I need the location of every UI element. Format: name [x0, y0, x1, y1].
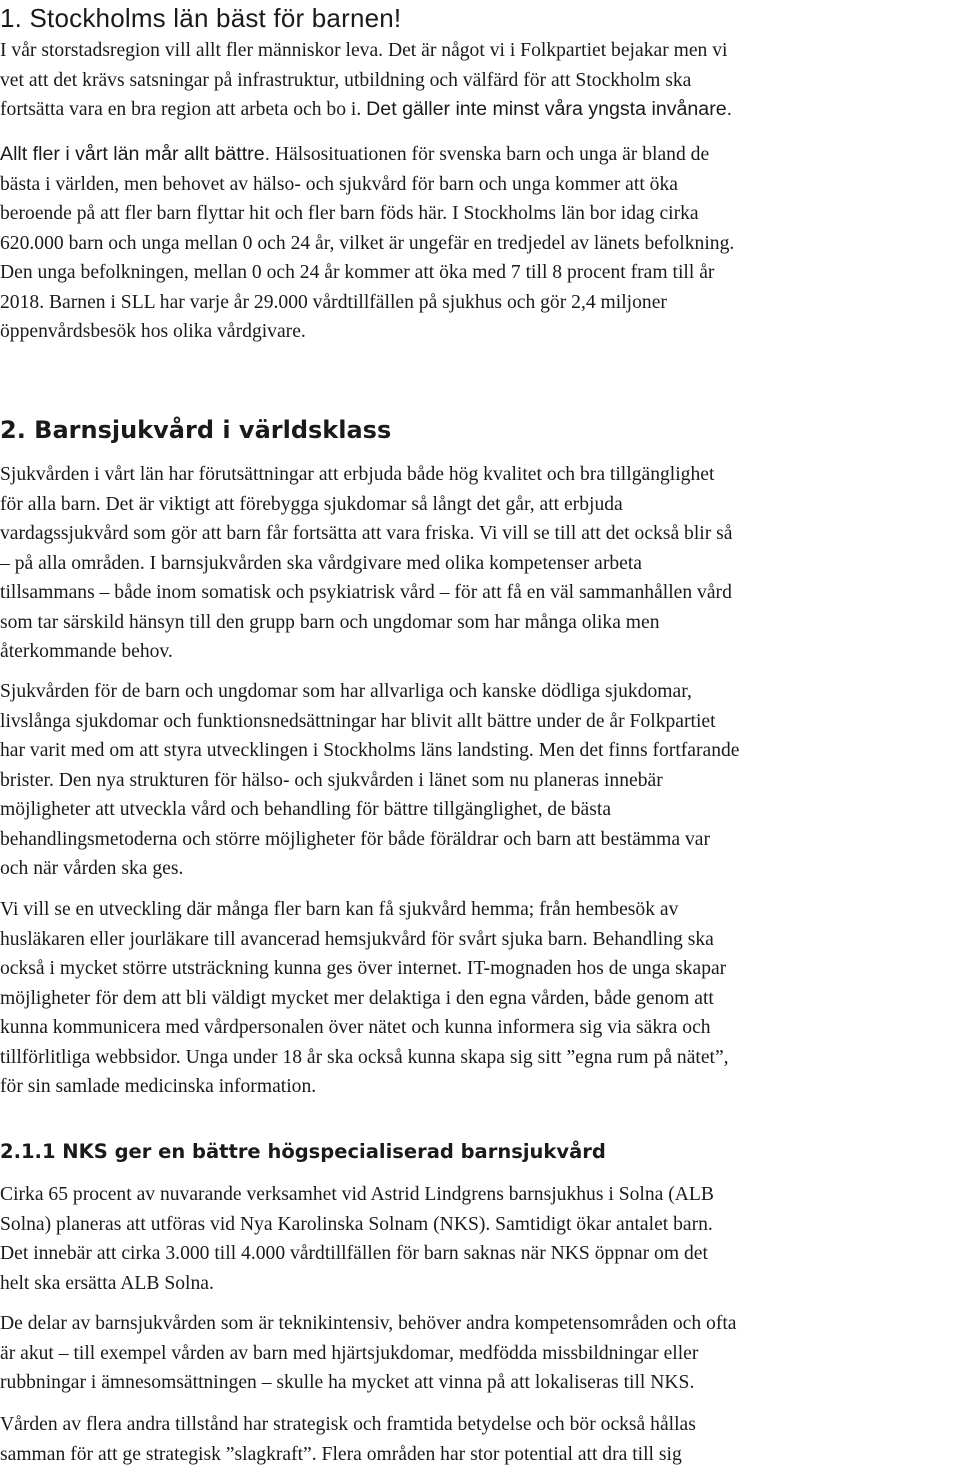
section-2-1-1-paragraph-1: [0, 1180, 960, 1298]
text-line: livslånga sjukdomar och funktionsnedsättningar har blivit allt bättre under de år Folkpartiet: [0, 707, 960, 737]
text-line: vardagssjukvård som gör att barn får fortsätta att vara friska. Vi vill se till att det också blir så: [0, 519, 960, 549]
text-line: 620.000 barn och unga mellan 0 och 24 år, vilket är ungefär en tredjedel av länets befolkning.: [0, 229, 960, 259]
section-2-paragraph-1: [0, 460, 960, 667]
text-line: för alla barn. Det är viktigt att förebygga sjukdomar så långt det går, att erbjuda: [0, 490, 960, 520]
text-line: helt ska ersätta ALB Solna.: [0, 1269, 960, 1299]
section-2-paragraph-2: [0, 677, 960, 884]
section-2-paragraph-3: [0, 895, 960, 1102]
text-line: Sjukvården för de barn och ungdomar som har allvarliga och kanske dödliga sjukdomar,: [0, 677, 960, 707]
text-line: har varit med om att styra utvecklingen i Stockholms läns landsting. Men det finns fortfarande: [0, 736, 960, 766]
text-line-start: fortsätta vara en bra region att arbeta och bo i.: [0, 99, 361, 120]
text-line: möjligheter att utveckla vård och behandling för bättre tillgänglighet, de bästa: [0, 795, 960, 825]
text-line: bästa i världen, men behovet av hälso- och sjukvård för barn och unga kommer att öka: [0, 170, 960, 200]
text-line: rubbningar i ämnesomsättningen – skulle ha mycket att vinna på att lokaliseras till NKS.: [0, 1368, 960, 1398]
section-1-intro-paragraph: [0, 36, 960, 125]
text-line: Cirka 65 procent av nuvarande verksamhet vid Astrid Lindgrens barnsjukhus i Solna (ALB: [0, 1180, 960, 1210]
section-2-heading: 2. Barnsjukvård i världsklass: [0, 414, 391, 446]
text-line: [0, 140, 960, 170]
text-line: brister. Den nya strukturen för hälso- och sjukvården i länet som nu planeras innebär: [0, 766, 960, 796]
text-line: öppenvårdsbesök hos olika vårdgivare.: [0, 317, 960, 347]
text-line: kunna kommunicera med vårdpersonalen över nätet och kunna informera sig via säkra och: [0, 1013, 960, 1043]
text-line: samman för att ge strategisk ”slagkraft”. Flera områden har stor potential att dra till sig: [0, 1440, 960, 1469]
text-line: [0, 95, 960, 125]
text-line: behandlingsmetoderna och större möjligheter för både föräldrar och barn att bestämma var: [0, 825, 960, 855]
text-line: beroende på att fler barn flyttar hit och fler barn föds här. I Stockholms län bor idag cirka: [0, 199, 960, 229]
text-line: 2018. Barnen i SLL har varje år 29.000 vårdtillfällen på sjukhus och gör 2,4 miljoner: [0, 288, 960, 318]
text-line: också i mycket större utsträckning kunna ges över internet. IT-mognaden hos de unga skapar: [0, 954, 960, 984]
text-line: som tar särskild hänsyn till den grupp barn och ungdomar som har många olika men: [0, 608, 960, 638]
text-line: Solna) planeras att utföras vid Nya Karolinska Solnam (NKS). Samtidigt ökar antalet barn.: [0, 1210, 960, 1240]
section-2-1-1-paragraph-3: [0, 1410, 960, 1469]
text-line-rest: Hälsosituationen för svenska barn och unga är bland de: [275, 144, 709, 165]
text-line: Vi vill se en utveckling där många fler barn kan få sjukvård hemma; från hembesök av: [0, 895, 960, 925]
section-2-1-1-paragraph-2: [0, 1309, 960, 1398]
text-line: för sin samlade medicinska information.: [0, 1072, 960, 1102]
text-line-emphasis: Det gäller inte minst våra yngsta invånare.: [366, 98, 732, 120]
text-line: vet att det krävs satsningar på infrastruktur, utbildning och välfärd för att Stockholm ska: [0, 66, 960, 96]
text-line: Sjukvården i vårt län har förutsättningar att erbjuda både hög kvalitet och bra tillgänglighet: [0, 460, 960, 490]
text-line-emphasis: Allt fler i vårt län mår allt bättre.: [0, 143, 270, 165]
text-line: och när vården ska ges.: [0, 854, 960, 884]
text-line: återkommande behov.: [0, 637, 960, 667]
text-line: De delar av barnsjukvården som är teknikintensiv, behöver andra kompetensområden och ofta: [0, 1309, 960, 1339]
text-line: Det innebär att cirka 3.000 till 4.000 vårdtillfällen för barn saknas när NKS öppnar om det: [0, 1239, 960, 1269]
text-line: I vår storstadsregion vill allt fler människor leva. Det är något vi i Folkpartiet bejakar men vi: [0, 36, 960, 66]
text-line: husläkaren eller jourläkare till avancerad hemsjukvård för svårt sjuka barn. Behandling ska: [0, 925, 960, 955]
section-2-1-1-heading: 2.1.1 NKS ger en bättre högspecialiserad barnsjukvård: [0, 1138, 606, 1166]
section-1-heading: 1. Stockholms län bäst för barnen!: [0, 2, 401, 34]
text-line: Den unga befolkningen, mellan 0 och 24 år kommer att öka med 7 till 8 procent fram till år: [0, 258, 960, 288]
text-line: möjligheter för dem att bli väldigt mycket mer delaktiga i den egna vården, både genom att: [0, 984, 960, 1014]
text-line: är akut – till exempel vården av barn med hjärtsjukdomar, medfödda missbildningar eller: [0, 1339, 960, 1369]
section-1-body-paragraph: [0, 140, 960, 347]
text-line: Vården av flera andra tillstånd har strategisk och framtida betydelse och bör också hållas: [0, 1410, 960, 1440]
text-line: tillförlitliga webbsidor. Unga under 18 år ska också kunna skapa sig sitt ”egna rum på nätet”,: [0, 1043, 960, 1073]
text-line: tillsammans – både inom somatisk och psykiatrisk vård – för att få en väl sammanhållen vård: [0, 578, 960, 608]
text-line: – på alla områden. I barnsjukvården ska vårdgivare med olika kompetenser arbeta: [0, 549, 960, 579]
